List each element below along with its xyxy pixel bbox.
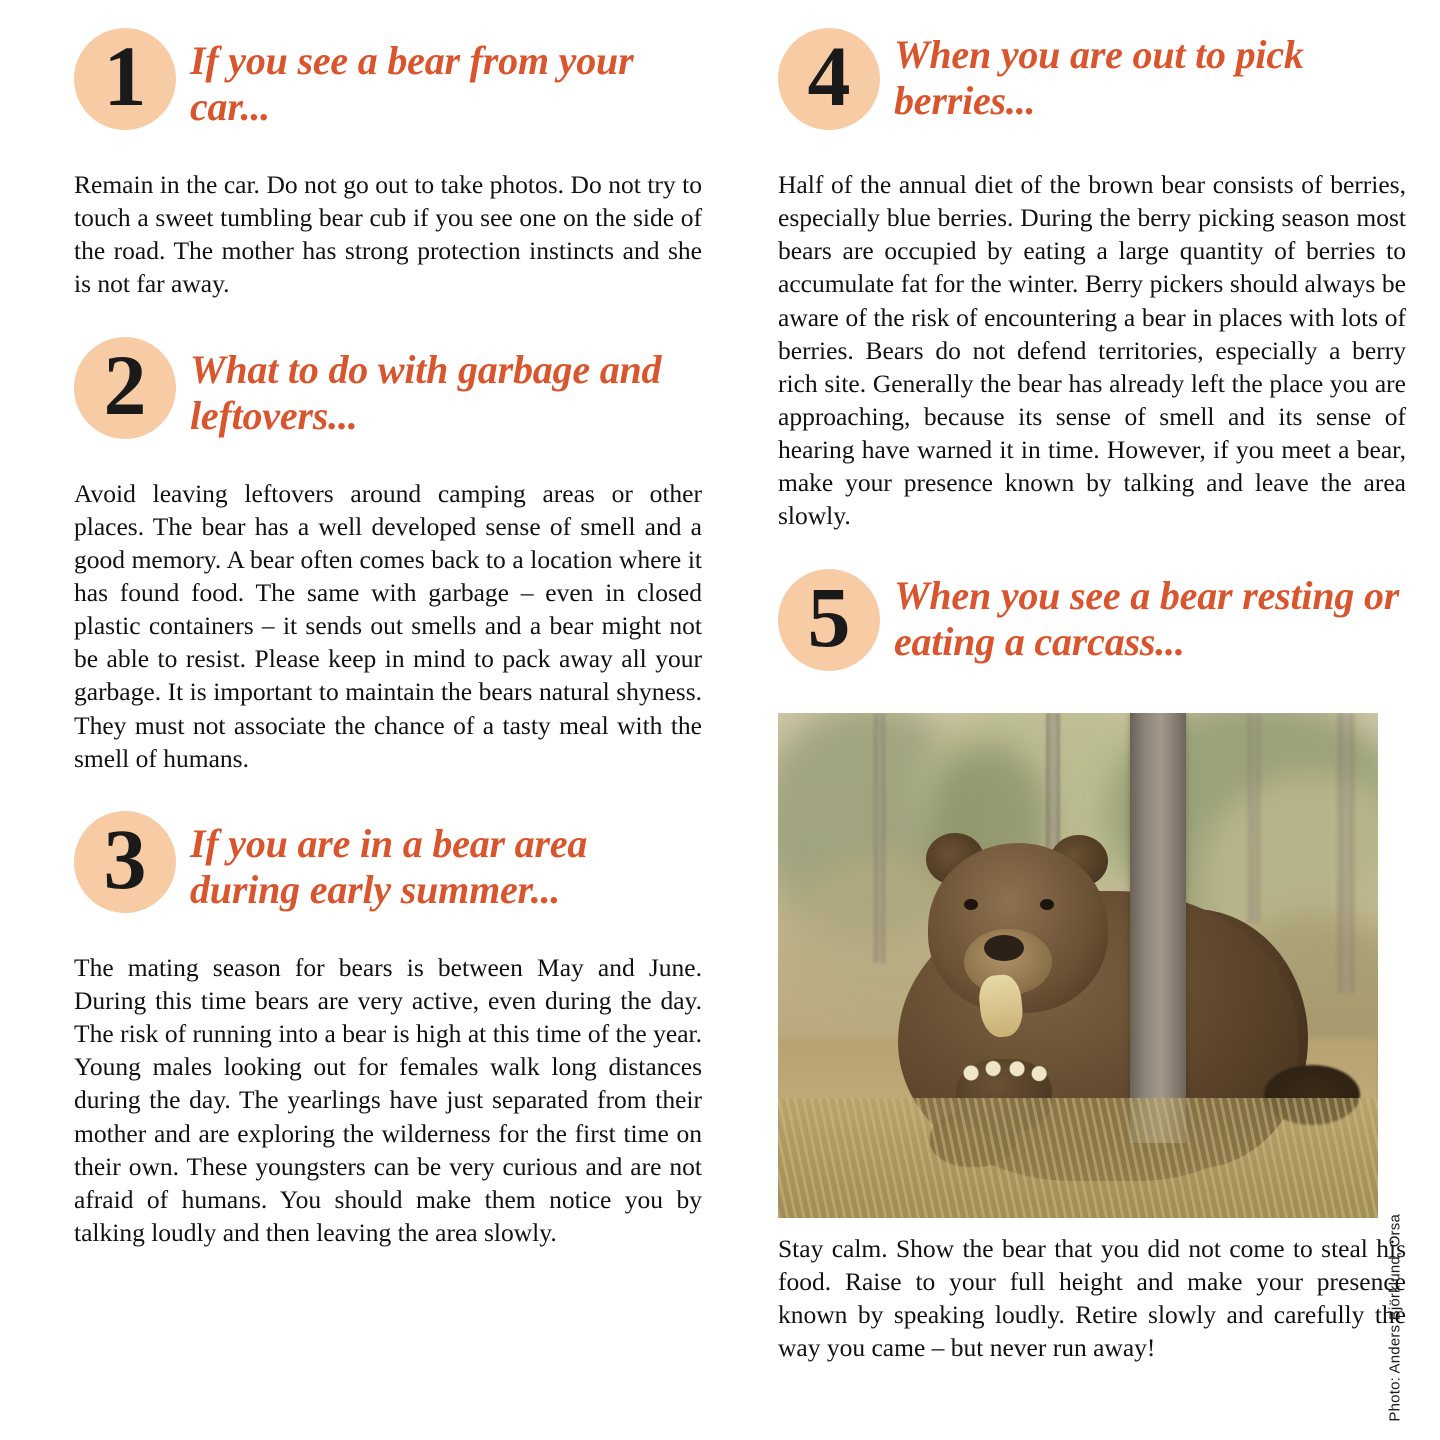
- section-2-number-badge: 2: [74, 337, 176, 439]
- section-2-body: Avoid leaving leftovers around camping areas or other places. The bear has a well developed sense of smell and a good memory. A bear often comes back to a location where it has found food. The same with garbage – even in closed plastic containers – it sends out smells and a bear might not be able to resist. Please keep in mind to pack away all your garbage. It is important to maintain the bears natural shyness. They must not associate the chance of a tasty meal with the smell of humans.: [74, 478, 702, 773]
- section-3-heading-row: [74, 809, 702, 937]
- section-1-heading-row: [74, 26, 702, 154]
- section-4-body: Half of the annual diet of the brown bear consists of berries, especially blue berries. During the berry picking season most bears are occupied by eating a large quantity of berries to accumulate fat for the winter. Berry pickers should always be aware of the risk of encountering a bear in places with lots of berries. Bears do not defend territories, especially a berry rich site. Generally the bear has already left the place you are approaching, because its sense of smell and its sense of hearing have warned it in time. However, if you meet a bear, make your presence known by talking and leave the area slowly.: [778, 170, 1406, 531]
- left-column: [74, 26, 702, 1420]
- section-4-number-badge: 4: [778, 28, 880, 130]
- bear-eye-left: [964, 899, 978, 910]
- bear-nose: [984, 935, 1024, 961]
- background-tree-4: [1338, 713, 1354, 993]
- section-3-heading: If you are in a bear area during early summer...: [190, 820, 588, 913]
- section-1-body: Remain in the car. Do not go out to take photos. Do not try to touch a sweet tumbling bear cub if you see one on the side of the road. The mother has strong protection instincts and she is not far away.: [74, 170, 702, 299]
- section-3-number-badge: 3: [74, 811, 176, 913]
- section-5-heading: When you see a bear resting or eating a carcass...: [894, 572, 1400, 664]
- section-1-heading: If you see a bear from your car...: [190, 38, 634, 130]
- grass-foreground: [778, 1098, 1378, 1218]
- section-2: [74, 335, 702, 775]
- right-column: [778, 26, 1406, 1420]
- bear-photo: [778, 713, 1378, 1218]
- section-4-heading: When you are out to pick berries...: [894, 32, 1304, 124]
- section-4-heading-row: [778, 26, 1406, 154]
- section-3-body: The mating season for bears is between May and June. During this time bears are very active, even during the day. The risk of running into a bear is high at this time of the year. Young males looking out for females walk long distances during the day. The yearlings have just separated from their mother and are exploring the wilderness for the first time on their own. These youngsters can be very curious and are not afraid of humans. You should make them notice you by talking loudly and then leaving the area slowly.: [74, 952, 702, 1247]
- section-1: [74, 26, 702, 301]
- background-tree-1: [874, 713, 885, 963]
- foreground-tree-trunk: [1130, 713, 1186, 1143]
- photo-credit: Photo: Anders Björklund, Orsa: [1387, 1213, 1404, 1422]
- background-tree-3: [1248, 713, 1260, 923]
- section-5-body: Stay calm. Show the bear that you did not come to steal his food. Raise to your full height and make your presence known by speaking loudly. Retire slowly and carefully the way you came – but never run away!: [778, 1233, 1406, 1362]
- section-4: [778, 26, 1406, 533]
- section-3: [74, 809, 702, 1249]
- bear-eye-right: [1040, 899, 1054, 910]
- section-2-heading-row: [74, 335, 702, 463]
- bear-claws: [960, 1055, 1052, 1085]
- section-5: [778, 567, 1406, 1422]
- section-5-number-badge: 5: [778, 569, 880, 671]
- section-5-heading-row: [778, 567, 1406, 695]
- section-2-heading: What to do with garbage and leftovers...: [190, 346, 662, 438]
- section-1-number-badge: 1: [74, 28, 176, 130]
